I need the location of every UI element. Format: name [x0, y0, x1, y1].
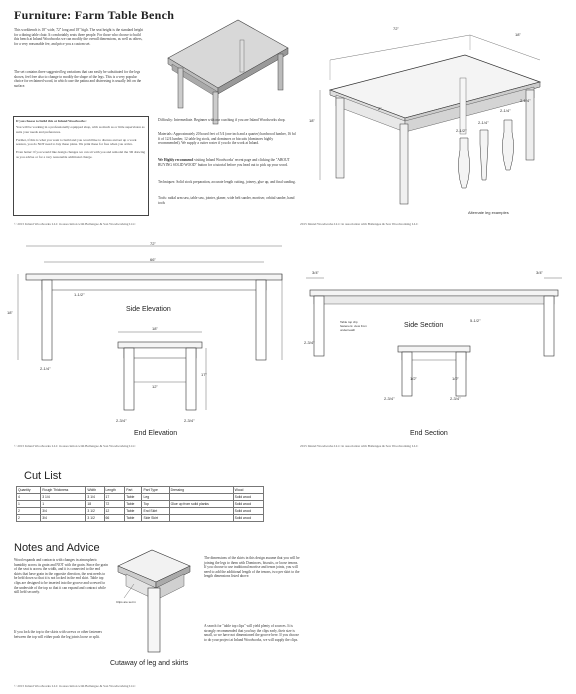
- end-elev-top: 18": [152, 326, 158, 331]
- table-cell: 3 1/4: [86, 494, 104, 501]
- iso-length-dim: 72": [393, 26, 399, 31]
- side-elev-height: 18": [7, 310, 13, 315]
- table-cell: 3 1/2: [86, 508, 104, 515]
- table-cell: 1: [17, 501, 41, 508]
- copyright-top-right: 2015 Inland Woodworks LLC in association with Ballengee & Son Woodworking LLC: [300, 222, 419, 226]
- table-cell: 66: [104, 515, 125, 522]
- cut-list-col-quantity: Quantity: [17, 487, 41, 494]
- cut-list-col-dressing: Dressing: [169, 487, 233, 494]
- materials-text: Materials: Approximately 20 board feet of 5/4 (one inch and a quarter) hardwood lumber, 16 bd ft of 12/4 lumber, 12 table leg stock, and dominoes or biscuits (dominoes highly recommended). We supply a cutter roster if you do the work at Inland.: [158, 132, 296, 146]
- table-cell: 2: [17, 508, 41, 515]
- end-elev-height: 17": [201, 372, 207, 377]
- table-cell: Table: [125, 515, 142, 522]
- iso-leg-b-dim: 2-1/4": [478, 120, 489, 125]
- inland-box-p1: You will be working in a professionally equipped shop, with as much as or little supervision as suits your needs and preferences.: [16, 125, 145, 134]
- iso-width-dim: 18": [515, 32, 521, 37]
- table-cell: Solid wood: [233, 515, 263, 522]
- cut-list-col-part: Part: [125, 487, 142, 494]
- table-cell: Table: [125, 494, 142, 501]
- table-cell: 18: [86, 501, 104, 508]
- cut-list-col-length: Length: [104, 487, 125, 494]
- table-cell: [169, 508, 233, 515]
- cut-list-col-part-type: Part Type: [142, 487, 169, 494]
- copyright-mid-right: 2015 Inland Woodworks LLC in association with Ballengee & Son Woodworking LLC: [300, 444, 419, 448]
- side-elev-inner: 66": [150, 257, 156, 262]
- table-cell: 2: [17, 515, 41, 522]
- cut-list-col-thickness: Rough Thickness: [41, 487, 86, 494]
- isometric-drawing: [300, 20, 570, 220]
- end-elevation-drawing: [110, 322, 210, 422]
- table-row: [17, 508, 264, 515]
- table-cell: 17: [104, 494, 125, 501]
- cut-list-table: [16, 486, 264, 522]
- end-section-dim-b: 1/2": [452, 376, 459, 381]
- table-cell: [169, 515, 233, 522]
- right-notes-p2: A search for "table top clips" will yield plenty of sources. It is strongly recommended that you buy the clips early, their size is small, so we have not dimensioned the groove here. If you choose to do your project at Inland Woodworks, we will supply the clips.: [204, 624, 299, 642]
- end-elev-inner: 12": [152, 384, 158, 389]
- iso-leg-a-dim: 2-1/2": [456, 128, 467, 133]
- notes-heading: Notes and Advice: [14, 542, 100, 554]
- iso-leg-d-dim: 2-1/4": [520, 98, 531, 103]
- end-section-dim-a: 1/2": [410, 376, 417, 381]
- inland-box-heading: If you choose to build this at Inland Woodworks:: [16, 119, 87, 123]
- table-row: [17, 501, 264, 508]
- tools-text: Tools: radial arm saw, table saw, jointer, planer, wide belt sander, mortiser, orbital sander, hand tools: [158, 196, 295, 205]
- table-row: [17, 515, 264, 522]
- techniques-text: Techniques: Solid stock preparation, accurate length cutting, joinery, glue up, and final sanding.: [158, 180, 296, 184]
- side-section-clip-note: Table top clip fasteners: view from underneath: [340, 320, 367, 332]
- table-cell: 72: [104, 501, 125, 508]
- page-title: Furniture: Farm Table Bench: [14, 8, 175, 22]
- intro-paragraph-2: The set contains three suggested leg variations that can easily be substituted for the legs shown, feel free also to change to modify the shape of the legs. This is a very popular choice for reclaimed wood, in which case the patina and distressing is usually left on the surface.: [14, 70, 142, 88]
- iso-height-dim: 18": [309, 118, 315, 123]
- side-elev-top-thk: 1-1/2": [74, 292, 85, 297]
- table-cell: Glue up from solid planks: [169, 501, 233, 508]
- table-cell: Solid wood: [233, 501, 263, 508]
- recommend-text: visiting Inland Woodworks' recent page and clicking the "ABOUT BUYING SOLID WOOD" button for a tutorial before you head out to pick up your wood.: [158, 158, 290, 167]
- side-elev-leg: 2-1/4": [40, 366, 51, 371]
- inland-box: [13, 116, 149, 216]
- table-cell: Solid wood: [233, 508, 263, 515]
- side-section-label: Side Section: [404, 322, 444, 329]
- table-cell: Side Skirt: [142, 515, 169, 522]
- end-elev-leg-right: 2-3/4": [184, 418, 195, 423]
- iso-apron-dim: 2": [378, 106, 382, 111]
- table-cell: Solid wood: [233, 494, 263, 501]
- clip-label: Clips are set in: [116, 600, 136, 604]
- end-elevation-label: End Elevation: [134, 430, 178, 437]
- notes-paragraph-1: Wood expands and contracts with changes in atmospheric humidity across its grain and NOT with the grain. Since the grain of the seat is across the width, and it is connected to the end skirts that have grain in the opposite direction, the seat needs to be held down so that it is not locked in the end skirt. Table top clips are designed to be inserted into the groove and screwed to the underside of the top so that it can expand and contract while still held securely.: [14, 558, 108, 595]
- cut-list-header-row: [17, 487, 264, 494]
- difficulty-text: Difficulty: Intermediate. Beginner with our coaching if you are Inland Woodworks shop.: [158, 118, 286, 122]
- table-cell: 3 1/2: [86, 515, 104, 522]
- recommend-block: [158, 158, 296, 167]
- end-section-label: End Section: [410, 430, 448, 437]
- bench-sketch-small: [158, 18, 298, 128]
- table-cell: 4: [17, 494, 41, 501]
- cut-list-col-width: Width: [86, 487, 104, 494]
- table-cell: [169, 494, 233, 501]
- recommend-heading: We Highly recommend: [158, 158, 194, 162]
- table-cell: 3/4: [41, 508, 86, 515]
- table-row: [17, 494, 264, 501]
- inland-box-p2: Further, if this is what you want to build and you would like to discuss and set up a work session, you do NOT need to buy these plans. We print these for free when you arrive.: [16, 137, 137, 147]
- table-cell: 12: [104, 508, 125, 515]
- side-elevation-label: Side Elevation: [126, 306, 171, 313]
- cut-list-col-wood: Wood: [233, 487, 263, 494]
- alternate-legs-label: Alternate leg examples: [468, 210, 509, 215]
- end-elev-leg-left: 2-3/4": [116, 418, 127, 423]
- table-cell: 1: [41, 501, 86, 508]
- end-section-dim-d: 2-3/4": [450, 396, 461, 401]
- side-section-right-dim: 3/4": [536, 270, 543, 275]
- copyright-mid-left: © 2015 Inland Woodworks LLC in association with Ballengee & Son Woodworking LLC: [14, 444, 136, 448]
- table-cell: Table: [125, 508, 142, 515]
- side-section-inset: 5-1/2": [470, 318, 481, 323]
- table-cell: Table: [125, 501, 142, 508]
- end-section-dim-c: 2-3/4": [384, 396, 395, 401]
- side-elev-overall: 72": [150, 241, 156, 246]
- end-section-drawing: [394, 340, 474, 400]
- intro-paragraph-1: This workbench is 18" wide, 72" long and 18" high. The seat height is the standard height for a dining table chair. It comfortably seats three people. For those who choose to build this bench at Inland Woodworks we can modify the overall dimensions, as well as others, for a very reasonable fee, and price you a custom set.: [14, 28, 144, 46]
- cut-list-heading: Cut List: [24, 470, 62, 482]
- table-cell: End Skirt: [142, 508, 169, 515]
- copyright-bottom: © 2015 Inland Woodworks LLC in association with Ballengee & Son Woodworking LLC: [14, 684, 136, 688]
- table-cell: 3 1/4: [41, 494, 86, 501]
- cutaway-label: Cutaway of leg and skirts: [110, 660, 189, 667]
- table-cell: 3/4: [41, 515, 86, 522]
- side-section-leg: 2-3/4": [304, 340, 315, 345]
- side-section-left-dim: 3/4": [312, 270, 319, 275]
- notes-paragraph-2: If you lock the top to the skirts with screws or other fasteners between the top will either push the leg joints loose or split.: [14, 630, 103, 639]
- right-notes-p1: The dimensions of the skirts in this design assume that you will be joining the legs to them with Dominoes, biscuits, or loose tenons. If you choose to use traditional mortise and tenon joints, you will need to add the additional length of the tenons, two per skirt to the length dimensions listed above.: [204, 556, 300, 579]
- copyright-top-left: © 2015 Inland Woodworks LLC in association with Ballengee & Son Woodworking LLC: [14, 222, 136, 226]
- table-cell: Leg: [142, 494, 169, 501]
- inland-box-p3: Even better: If you would like design changes we can sit with you and remodel the 3D drawing as you advise or for a very reasonable additional charge.: [16, 150, 146, 159]
- table-cell: Top: [142, 501, 169, 508]
- iso-leg-c-dim: 2-1/4": [500, 108, 511, 113]
